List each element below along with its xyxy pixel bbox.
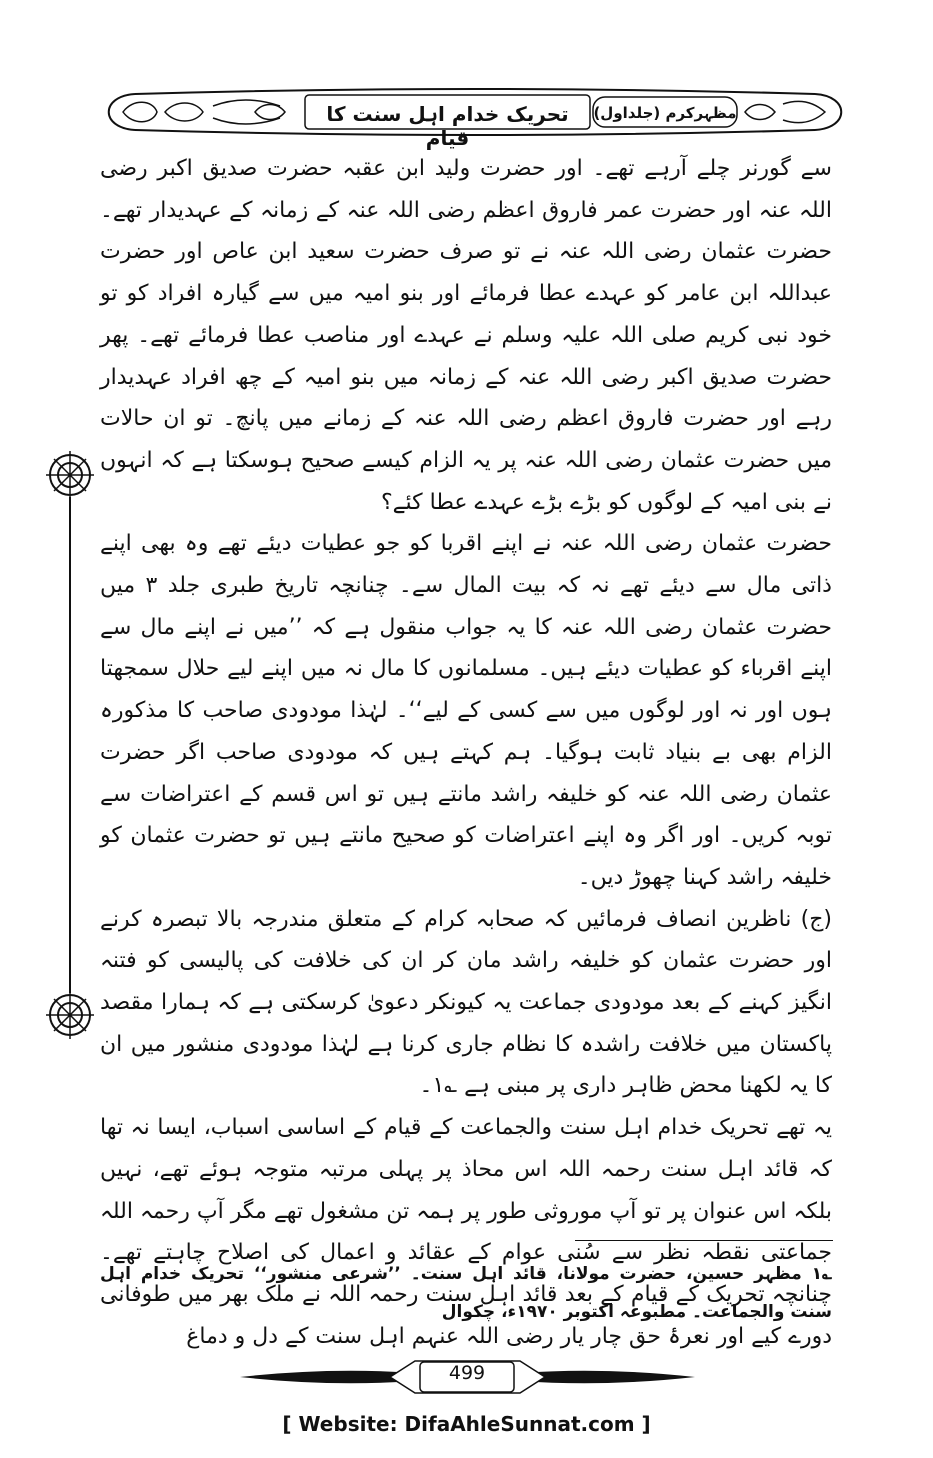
paragraph-2: حضرت عثمان رضی اللہ عنہ نے اپنے اقربا کو جو عطیات دیئے تھے وہ بھی اپنے ذاتی مال سے دیئے تھے نہ کہ بیت المال سے۔ چنانچہ تاریخ طبری جلد ۳ میں حضرت عثمان رضی اللہ عنہ کا یہ جواب منقول ہے کہ ’’میں نے اپنے مال سے اپنے اقرباء کو عطیات دیئے ہیں۔ مسلمانوں کا مال نہ میں اپنے لیے حلال سمجھتا ہوں اور نہ اور لوگوں میں سے کسی کے لیے‘‘۔ لہٰذا مودودی صاحب کا مذکورہ الزام بھی بے بنیاد ثابت ہوگیا۔ ہم کہتے ہیں کہ مودودی صاحب اگر حضرت عثمان رضی اللہ عنہ کو خلیفہ راشد مانتے ہیں تو اس قسم کے اعتراضات سے توبہ کریں۔ اور اگر وہ اپنے اعتراضات کو صحیح مانتے ہیں تو حضرت عثمان کو خلیفہ راشد کہنا چھوڑ دیں۔ (100, 531, 832, 890)
paragraph-3: (ج) ناظرین انصاف فرمائیں کہ صحابہ کرام کے متعلق مندرجہ بالا تبصرہ کرنے اور حضرت عثمان کو خلیفہ راشد مان کر ان کی خلافت کی پالیسی کو فتنہ انگیز کہنے کے بعد مودودی جماعت یہ کیونکر دعویٰ کرسکتی ہے کہ ہمارا مقصد پاکستان میں خلافت راشدہ کا نظام جاری کرنا ہے لہٰذا مودودی منشور میں ان کا یہ لکھنا محض ظاہر داری پر مبنی ہے ؎۱۔ (100, 906, 832, 1099)
margin-ornament (40, 445, 100, 1045)
website-banner: [ Website: DifaAhleSunnat.com ] (282, 1412, 651, 1436)
footnote: ؎۱ مظہر حسین، حضرت مولانا، قائد اہل سنت۔ ’’شرعی منشور‘‘ تحریک خدام اہل سنت والجماعت۔ مطبوعہ اکتوبر ۱۹۷۰ء، چکوال (100, 1264, 832, 1322)
paragraph-4: یہ تھے تحریک خدام اہل سنت والجماعت کے قیام کے اساسی اسباب، ایسا نہ تھا کہ قائد اہل سنت رحمہ اللہ اس محاذ پر پہلی مرتبہ متوجہ ہوئے تھے، نہیں بلکہ اس عنوان پر تو آپ موروثی طور پر ہمہ تن مشغول تھے مگر آپ رحمہ اللہ جماعتی نقطہ نظر سے سُنی عوام کے عقائد و اعمال کی اصلاح چاہتے تھے۔ چنانچہ تحریک کے قیام کے بعد قائد اہل سنت رحمہ اللہ نے ملک بھر میں طوفانی دورے کیے اور نعرۂ حق چار یار رضی اللہ عنہم اہل سنت کے دل و دماغ (100, 1115, 832, 1349)
ornament-top-knot (46, 451, 94, 499)
header-volume: مظہرکرم (جلداول) (593, 104, 737, 122)
paragraph-1: سے گورنر چلے آرہے تھے۔ اور حضرت ولید ابن عقبہ حضرت صدیق اکبر رضی اللہ عنہ اور حضرت عمر فاروق اعظم رضی اللہ عنہ کے زمانہ کے عہدیدار تھے۔ حضرت عثمان رضی اللہ عنہ نے تو صرف حضرت سعید ابن عاص اور حضرت عبداللہ ابن عامر کو عہدے عطا فرمائے اور بنو امیہ میں سے گیارہ افراد کو تو خود نبی کریم صلی اللہ علیہ وسلم نے عہدے اور مناصب عطا فرمائے تھے۔ پھر حضرت صدیق اکبر رضی اللہ عنہ کے زمانہ میں بنو امیہ کے چھ افراد عہدیدار رہے اور حضرت فاروق اعظم رضی اللہ عنہ کے زمانے میں پانچ۔ تو ان حالات میں حضرت عثمان رضی اللہ عنہ پر یہ الزام کیسے صحیح ہوسکتا ہے کہ انہوں نے بنی امیہ کے لوگوں کو بڑے بڑے عہدے عطا کئے؟ (100, 156, 832, 515)
page-header (95, 86, 855, 150)
header-title: تحریک خدام اہل سنت کا قیام (326, 102, 569, 150)
body-text (100, 148, 832, 1357)
page-number: 499 (448, 1362, 486, 1384)
footnote-separator (575, 1240, 833, 1241)
ornament-bottom-knot (46, 991, 94, 1039)
